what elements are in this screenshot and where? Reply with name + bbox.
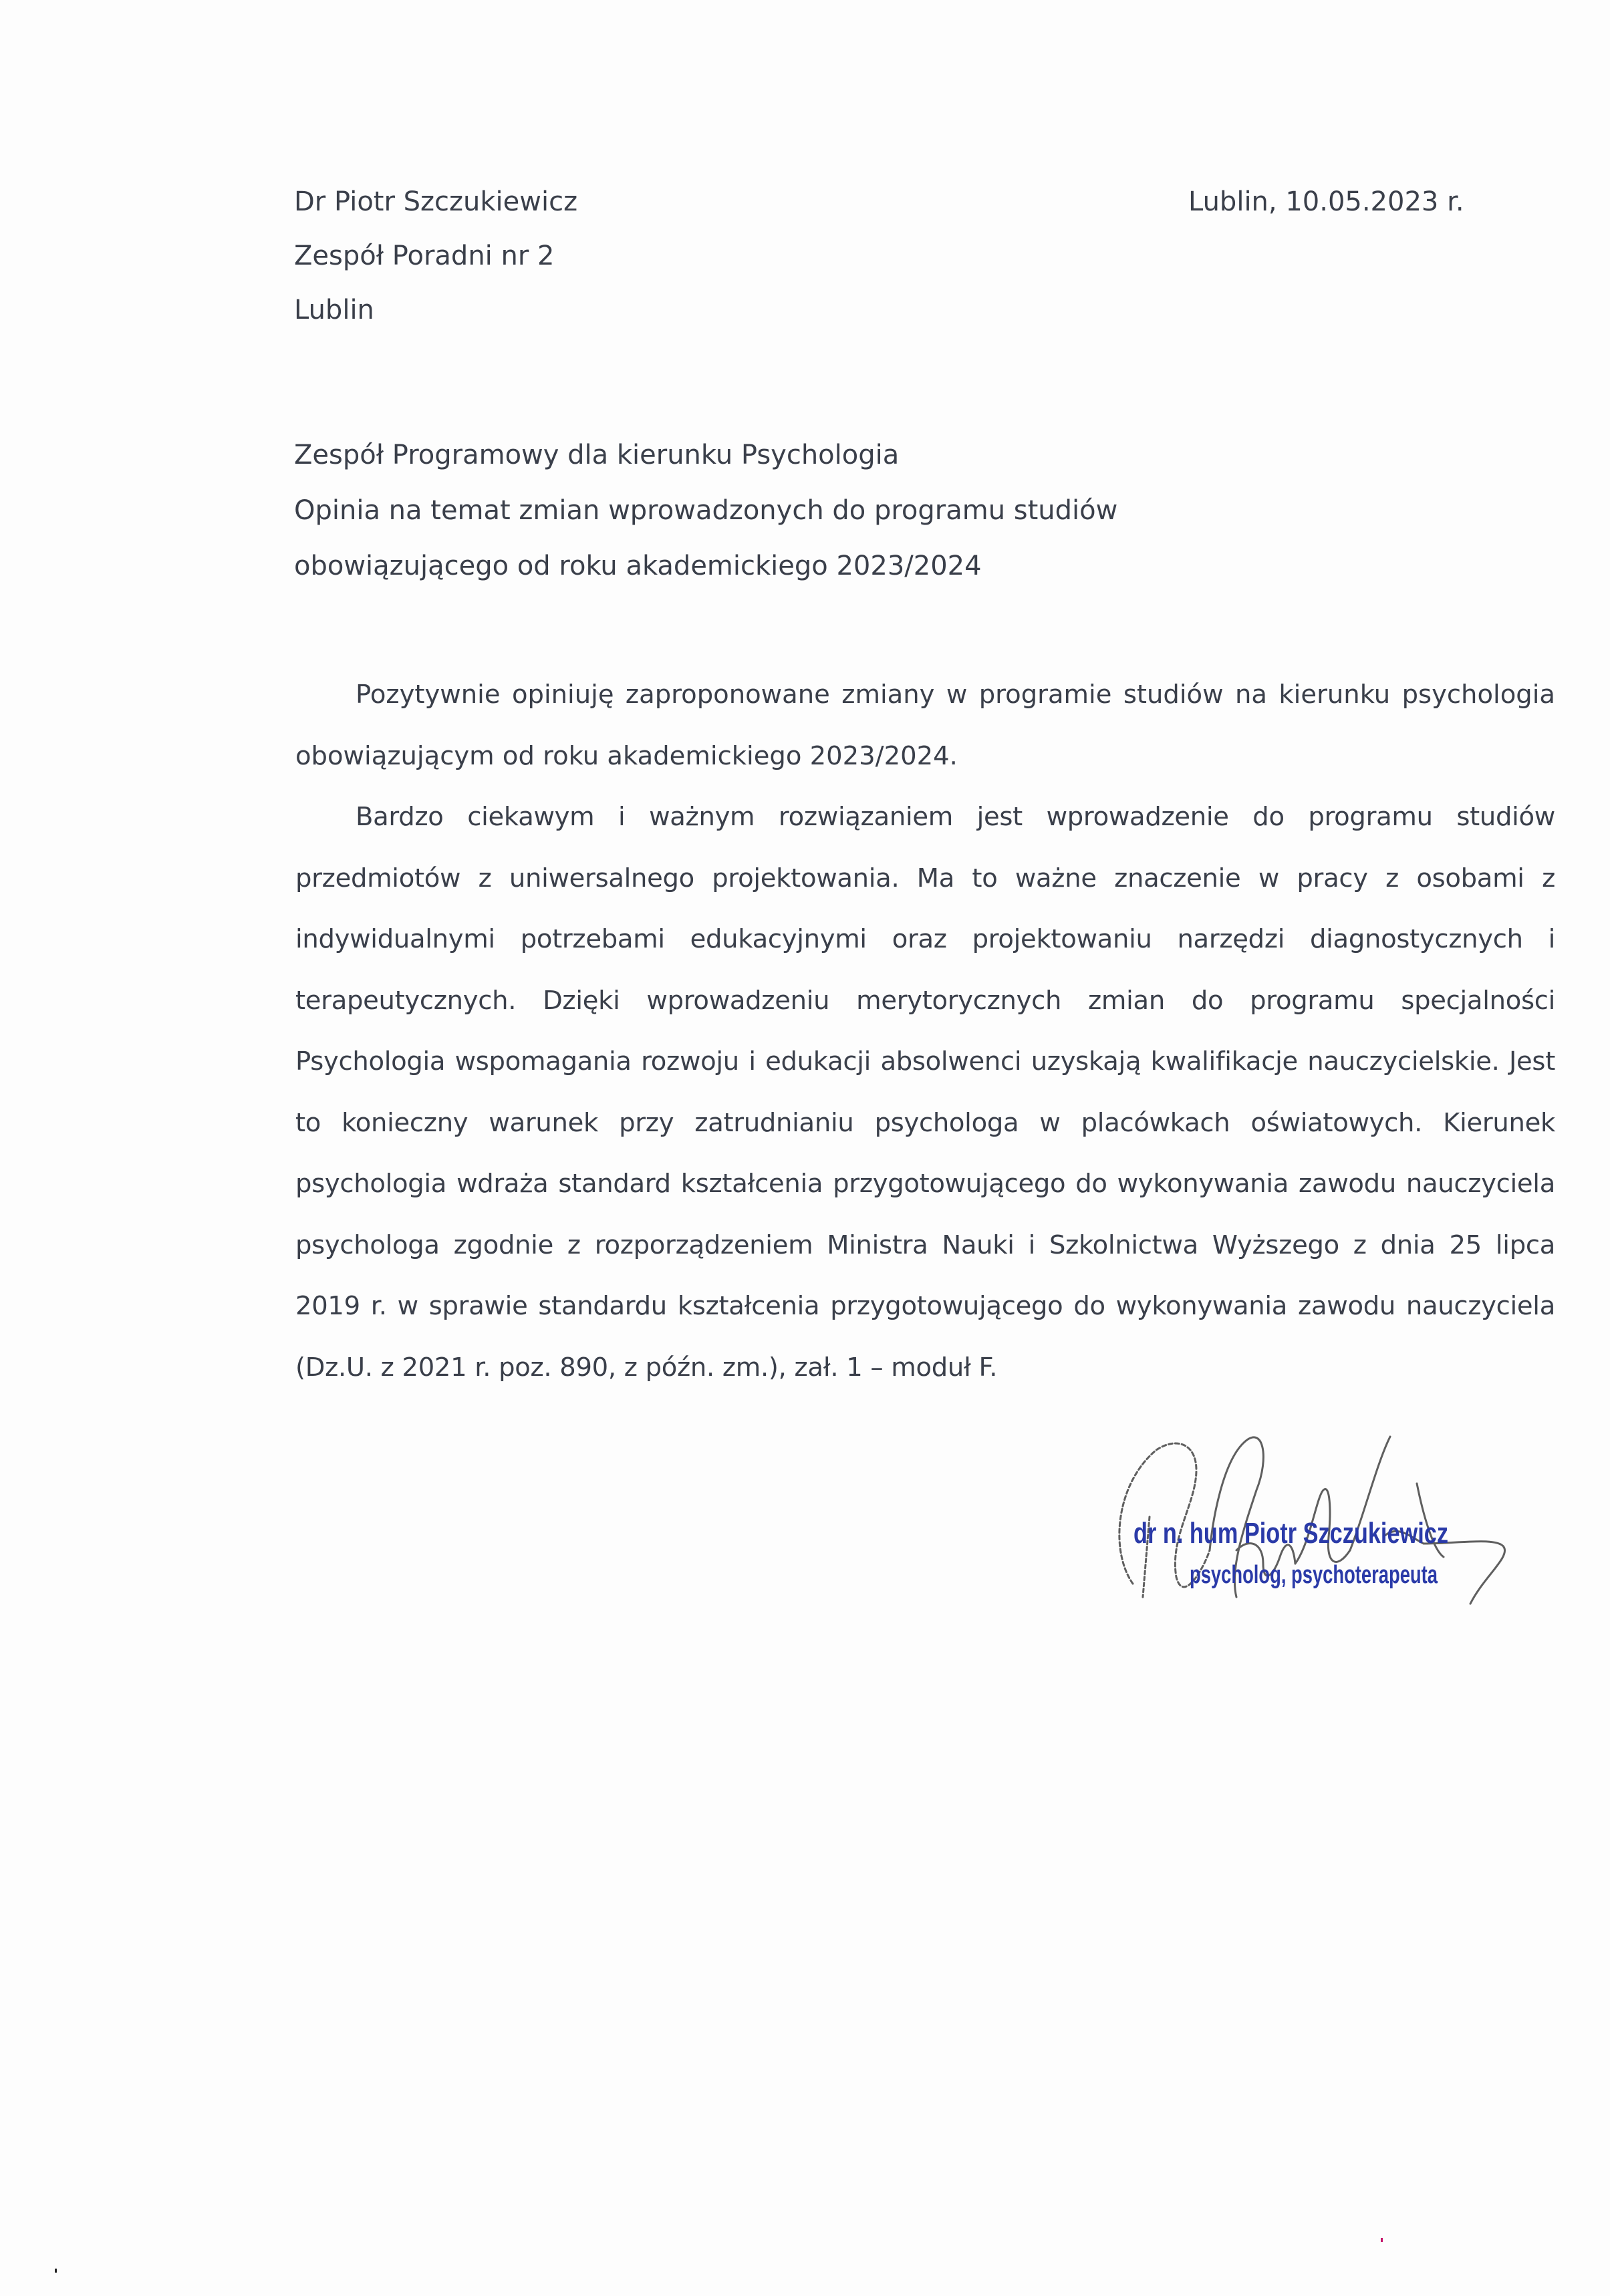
sender-block — [294, 175, 577, 337]
scan-speck — [55, 2269, 57, 2273]
handwritten-signature-icon — [1069, 1383, 1537, 1637]
sender-organization: Zespół Poradni nr 2 — [294, 241, 555, 271]
place-date: Lublin, 10.05.2023 r. — [1188, 186, 1464, 217]
sender-city: Lublin — [294, 295, 374, 325]
signature-stamp — [1069, 1383, 1537, 1637]
body-paragraph: Bardzo ciekawym i ważnym rozwiązaniem jest wprowadzenie do programu studiów przedmiotów z uniwersalnego projektowania. Ma to ważne znaczenie w pracy z osobami z indywidualnymi potrzebami edukacyjnymi oraz projektowaniu narzędzi diagnostycznych i terapeutycznych. Dzięki wprowadzeniu merytorycznych zmian do programu specjalności Psychologia wspomagania rozwoju i edukacji absolwenci uzyskają kwalifikacje nauczycielskie. Jest to konieczny warunek przy zatrudnianiu psychologa w placówkach oświatowych. Kierunek psychologia wdraża standard kształcenia przygotowującego do wykonywania zawodu nauczyciela psychologa zgodnie z rozporządzeniem Ministra Nauki i Szkolnictwa Wyższego z dnia 25 lipca 2019 r. w sprawie standardu kształcenia przygotowującego do wykonywania zawodu nauczyciela (Dz.U. z 2021 r. poz. 890, z późn. zm.), zał. 1 – moduł F. — [295, 802, 1555, 1383]
recipient: Zespół Programowy dla kierunku Psychologia — [294, 440, 900, 470]
letter-body — [295, 664, 1555, 1398]
stamp-title: psycholog, psychoterapeuta — [1190, 1561, 1438, 1589]
subject-line-2: obowiązującego od roku akademickiego 2023/2024 — [294, 551, 982, 581]
sender-name: Dr Piotr Szczukiewicz — [294, 186, 578, 217]
subject-line-1: Opinia na temat zmian wprowadzonych do programu studiów — [294, 495, 1118, 526]
scan-speck — [1381, 2238, 1383, 2242]
subject-block — [294, 428, 1564, 594]
body-paragraph: Pozytywnie opiniuję zaproponowane zmiany w programie studiów na kierunku psychologia obowiązującym od roku akademickiego 2023/2024. — [295, 680, 1555, 771]
stamp-name: dr n. hum Piotr Szczukiewicz — [1133, 1517, 1449, 1550]
